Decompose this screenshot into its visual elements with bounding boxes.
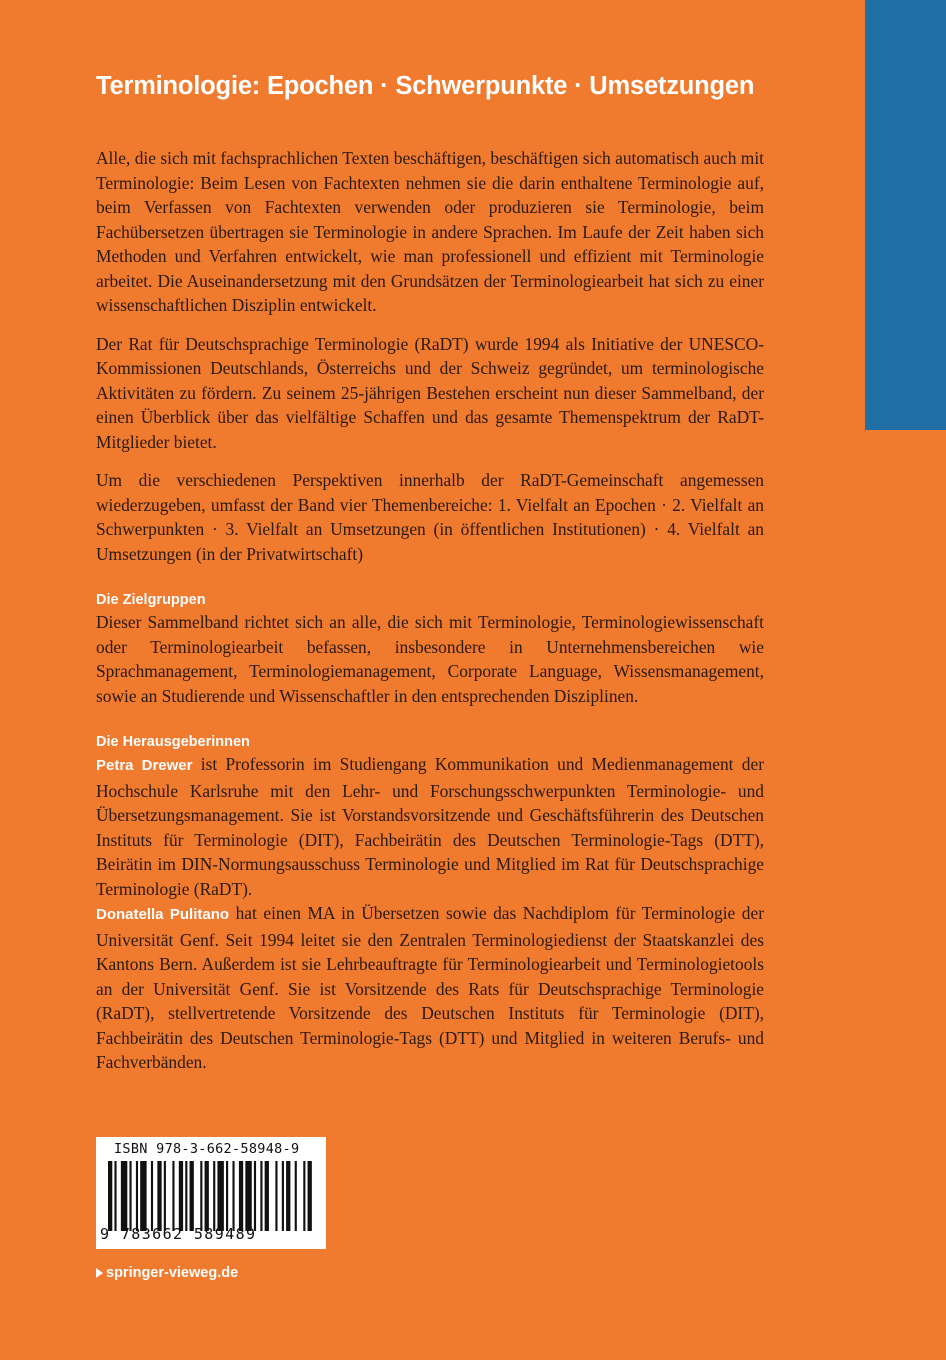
editor-bio-2 (96, 901, 764, 1075)
isbn-label: ISBN 978-3-662-58948-9 (114, 1141, 300, 1157)
audience-paragraph: Dieser Sammelband richtet sich an alle, die sich mit Terminologie, Terminologiewissenschaft oder Terminologiearbeit befassen, insbesondere in Unternehmensbereichen wie Sprachmanagement, Terminologiemanagement, Corporate Language, Wissensmanagement, sowie an Studierende und Wissenschaftler in den entsprechenden Disziplinen. (96, 612, 764, 706)
editor-name-2: Donatella Pulitano (96, 906, 230, 923)
back-cover-text (96, 146, 764, 1075)
spine-band (865, 0, 946, 430)
editor-bio-text-1: ist Professorin im Studiengang Kommunikation und Medienmanagement der Hochschule Karlsruhe mit den Lehr- und Forschungsschwerpunkten Terminologie- und Übersetzungsmanagement. Sie ist Vorstandsvorsitzende und Geschäftsführerin des Deutschen Instituts für Terminologie (DIT), Fachbeirätin des Deutschen Terminologie-Tags (DTT), Beirätin im DIN-Normungsausschuss Terminologie und Mitglied im Rat für Deutschsprachige Terminologie (RaDT). (96, 754, 764, 899)
book-title: Terminologie: Epochen · Schwerpunkte · Umsetzungen (96, 72, 755, 100)
intro-paragraph-1: Alle, die sich mit fachsprachlichen Texten beschäftigen, beschäftigen sich automatisch auch mit Terminologie: Beim Lesen von Fachtexten nehmen sie die darin enthaltene Terminologie auf, beim Verfassen von Fachtexten verwenden oder produzieren sie Terminologie, beim Fachübersetzen übertragen sie Terminologie in andere Sprachen. Im Laufe der Zeit haben sich Methoden und Verfahren entwickelt, wie man professionell und effizient mit Terminologie arbeitet. Die Auseinandersetzung mit den Grundsätzen der Terminologiearbeit hat sich zu einer wissenschaftlichen Disziplin entwickelt. (96, 148, 764, 315)
editor-bio-1 (96, 752, 764, 901)
editor-name-1: Petra Drewer (96, 757, 193, 774)
publisher-url: springer-vieweg.de (106, 1265, 239, 1281)
barcode-bars (108, 1161, 314, 1231)
publisher-link[interactable] (96, 1265, 238, 1281)
arrow-right-icon (96, 1268, 103, 1278)
ean-digits: 9 783662 589489 (100, 1225, 257, 1243)
audience-heading: Die Zielgruppen (96, 592, 206, 608)
intro-paragraph-2: Der Rat für Deutschsprachige Terminologie (RaDT) wurde 1994 als Initiative der UNESCO-Kommissionen Deutschlands, Österreichs und der Schweiz gegründet, um terminologische Aktivitäten zu fördern. Zu seinem 25-jährigen Bestehen erscheint nun dieser Sammelband, der einen Überblick über das vielfältige Schaffen und das gesamte Themenspektrum der RaDT-Mitglieder bietet. (96, 333, 764, 452)
editor-bio-text-2: hat einen MA in Übersetzen sowie das Nachdiplom für Terminologie der Universität Genf. Seit 1994 leitet sie den Zentralen Terminologiedienst der Staatskanzlei des Kantons Bern. Außerdem ist sie Lehrbeauftragte für Terminologiearbeit und Terminologietools an der Universität Genf. Sie ist Vorsitzende des Rats für Deutschsprachige Terminologie (RaDT), stellvertretende Vorsitzende des Deutschen Instituts für Terminologie (DIT), Fachbeirätin des Deutschen Terminologie-Tags (DTT) und Mitglied in weiteren Berufs- und Fachverbänden. (96, 903, 764, 1072)
editors-heading: Die Herausgeberinnen (96, 734, 250, 750)
isbn-barcode (96, 1137, 326, 1249)
intro-paragraph-3: Um die verschiedenen Perspektiven innerhalb der RaDT-Gemeinschaft angemessen wiederzugeben, umfasst der Band vier Themenbereiche: 1. Vielfalt an Epochen · 2. Vielfalt an Schwerpunkten · 3. Vielfalt an Umsetzungen (in öffentlichen Institutionen) · 4. Vielfalt an Umsetzungen (in der Privatwirtschaft) (96, 470, 764, 564)
